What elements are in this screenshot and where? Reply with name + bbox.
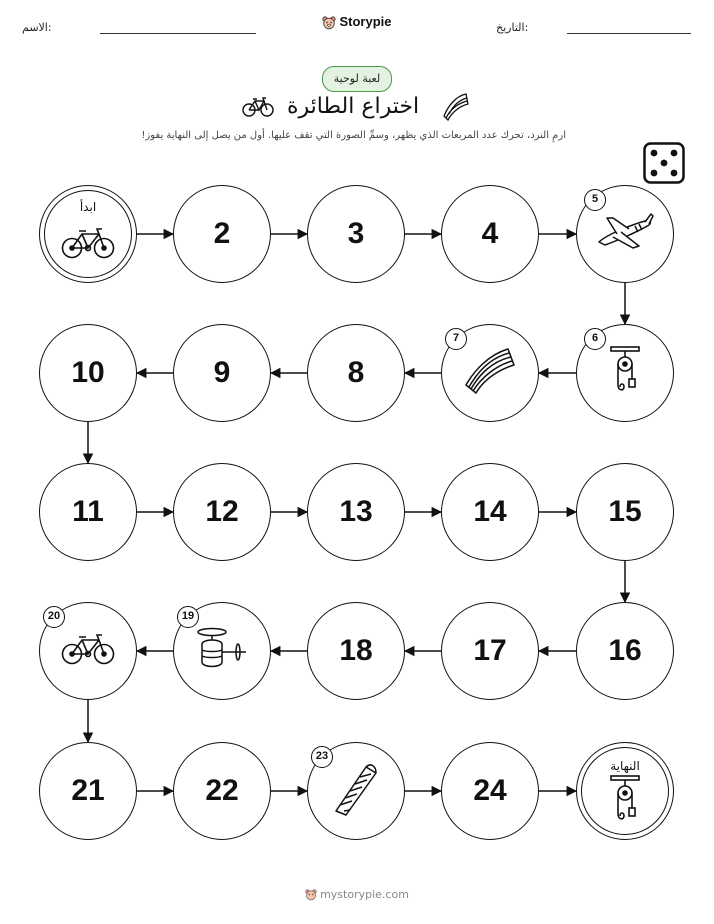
board-square-4[interactable] (441, 185, 539, 283)
footer-bear-icon (305, 889, 317, 901)
square-number: 2 (213, 217, 231, 250)
bicycle-icon (61, 632, 115, 670)
board-square-10[interactable] (39, 324, 137, 422)
board-square-14[interactable] (441, 463, 539, 561)
board-square-18[interactable] (307, 602, 405, 700)
square-number-tag: 7 (445, 328, 467, 350)
board-square-8[interactable] (307, 324, 405, 422)
square-number: 24 (473, 774, 507, 807)
square-number: 4 (481, 217, 499, 250)
square-number-tag: 19 (177, 606, 199, 628)
board-square-21[interactable] (39, 742, 137, 840)
square-number: 3 (347, 217, 365, 250)
board-square-22[interactable] (173, 742, 271, 840)
board-square-17[interactable] (441, 602, 539, 700)
propeller-icon (192, 624, 252, 678)
start-square[interactable] (39, 185, 137, 283)
square-number-tag: 5 (584, 189, 606, 211)
instructions: ارمِ النرد، تحرك عدد المربعات الذي يظهر، وسمِّ الصورة التي تقف عليها. أول من يصل إلى النهاية يفوز! (141, 130, 566, 141)
square-number: 21 (71, 774, 105, 807)
bicycle-icon (61, 226, 115, 264)
finish-label: النهاية (610, 759, 640, 773)
board-square-9[interactable] (173, 324, 271, 422)
brand-name: Storypie (339, 14, 392, 29)
square-number-tag: 20 (43, 606, 65, 628)
square-number: 15 (608, 495, 642, 528)
square-number: 16 (608, 634, 642, 667)
wing-icon (462, 345, 518, 401)
board-game-badge: لعبة لوحية (322, 66, 392, 92)
board-square-12[interactable] (173, 463, 271, 561)
date-label: التاريخ: (496, 21, 529, 34)
square-number: 12 (205, 495, 239, 528)
board-square-15[interactable] (576, 463, 674, 561)
board-square-3[interactable] (307, 185, 405, 283)
square-number-tag: 23 (311, 746, 333, 768)
square-number: 22 (205, 774, 239, 807)
square-number: 10 (71, 356, 105, 389)
pulley-icon (608, 345, 642, 401)
twisted-rope-icon (330, 761, 382, 821)
square-number-tag: 6 (584, 328, 606, 350)
airplane-icon (595, 212, 655, 256)
square-number: 9 (213, 356, 231, 389)
footer (0, 888, 714, 901)
pulley-icon (608, 774, 642, 830)
name-label: الاسم: (22, 21, 52, 34)
board-square-11[interactable] (39, 463, 137, 561)
square-number: 17 (473, 634, 507, 667)
square-number: 18 (339, 634, 373, 667)
square-number: 11 (72, 495, 104, 528)
board-square-13[interactable] (307, 463, 405, 561)
square-number: 13 (339, 495, 373, 528)
start-label: ابدأ (79, 200, 97, 214)
footer-url: mystorypie.com (320, 888, 409, 901)
finish-square[interactable] (576, 742, 674, 840)
board-square-16[interactable] (576, 602, 674, 700)
board-square-24[interactable] (441, 742, 539, 840)
board-square-2[interactable] (173, 185, 271, 283)
square-number: 14 (473, 495, 507, 528)
page-title: اختراع الطائرة (287, 94, 420, 119)
square-number: 8 (347, 356, 365, 389)
